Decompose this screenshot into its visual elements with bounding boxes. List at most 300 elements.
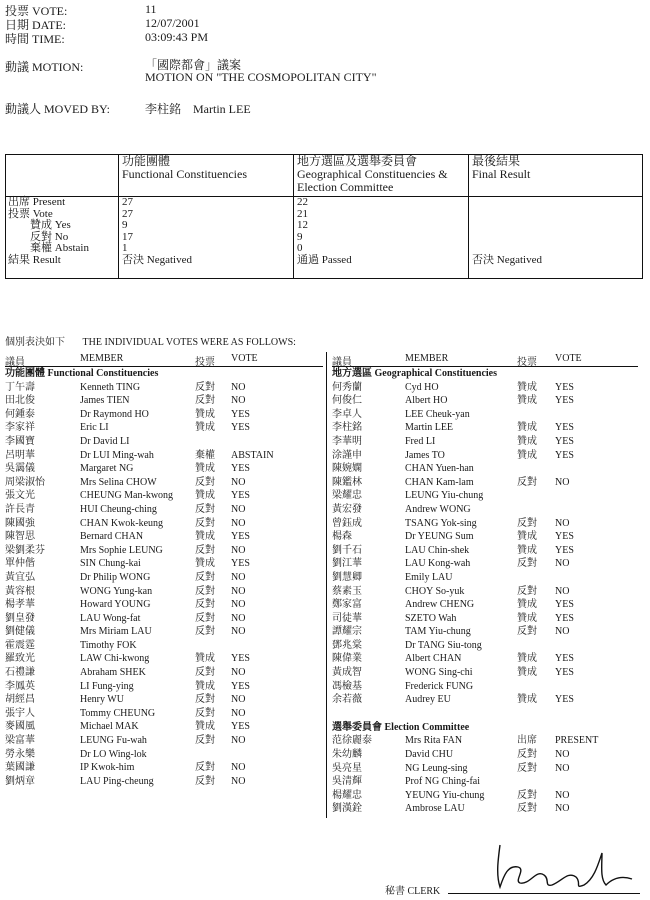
gc-result: 通過 Passed xyxy=(297,253,352,266)
vote-row xyxy=(332,625,642,639)
member-name-en: LAU Chin-shek xyxy=(405,544,470,556)
vote-zh: 贊成 xyxy=(517,395,537,407)
member-name-en: Howard YOUNG xyxy=(80,599,151,611)
member-name-en: HUI Cheung-ching xyxy=(80,503,157,515)
motion-label: 動議 MOTION: xyxy=(5,60,84,74)
member-name-en: CHEUNG Man-kwong xyxy=(80,490,174,502)
vote-en: YES xyxy=(555,435,574,447)
vote-zh: 贊成 xyxy=(195,463,215,475)
member-name-en: TAM Yiu-chung xyxy=(405,626,471,638)
member-name-zh: 梁富華 xyxy=(5,735,35,747)
final-values xyxy=(469,197,643,279)
motion-title-zh: 「國際都會」議案 xyxy=(145,58,242,72)
vote-row xyxy=(332,585,642,599)
vote-row xyxy=(5,544,323,558)
member-name-zh: 陳鑑林 xyxy=(332,476,362,488)
member-name-zh: 李卓人 xyxy=(332,408,362,420)
member-name-zh: 范徐麗泰 xyxy=(332,735,372,747)
vote-zh: 反對 xyxy=(517,789,537,801)
vote-en: YES xyxy=(231,680,250,692)
vote-en: NO xyxy=(231,571,246,583)
vote-en: YES xyxy=(231,558,250,570)
final-header-en: Final Result xyxy=(472,167,531,181)
member-name-en: James TIEN xyxy=(80,395,130,407)
member-name-zh: 劉皇發 xyxy=(5,612,35,624)
vote-en: NO xyxy=(231,667,246,679)
member-name-en: Michael MAK xyxy=(80,721,139,733)
vote-zh: 贊成 xyxy=(517,694,537,706)
clerk-signature xyxy=(470,835,640,895)
clerk-signature-line xyxy=(448,893,640,894)
vote-row xyxy=(332,571,642,585)
member-name-en: CHAN Yuen-han xyxy=(405,463,474,475)
member-name-en: LEUNG Fu-wah xyxy=(80,735,147,747)
member-name-zh: 梁耀忠 xyxy=(332,490,362,502)
vote-row xyxy=(5,775,323,789)
fc-values xyxy=(119,197,294,279)
member-name-zh: 單仲偕 xyxy=(5,558,35,570)
member-name-zh: 劉慧卿 xyxy=(332,571,362,583)
member-name-zh: 李家祥 xyxy=(5,422,35,434)
member-name-en: CHOY So-yuk xyxy=(405,585,465,597)
vote-zh: 贊成 xyxy=(517,422,537,434)
member-name-zh: 李柱銘 xyxy=(332,422,362,434)
member-name-zh: 胡經昌 xyxy=(5,694,35,706)
member-name-en: LAU Wong-fat xyxy=(80,612,141,624)
right-vote-list xyxy=(332,367,642,816)
vote-row xyxy=(332,612,642,626)
vote-row xyxy=(5,462,323,476)
member-name-en: Frederick FUNG xyxy=(405,680,474,692)
ec-section-title: 選舉委員會 Election Committee xyxy=(332,721,470,733)
member-name-zh: 余若薇 xyxy=(332,694,362,706)
row-label-abstain: 棄權 Abstain xyxy=(30,242,89,255)
vote-zh: 反對 xyxy=(195,694,215,706)
member-name-zh: 朱幼麟 xyxy=(332,749,362,761)
member-name-en: Albert HO xyxy=(405,395,448,407)
member-name-zh: 何秀蘭 xyxy=(332,381,362,393)
member-name-zh: 黃宏發 xyxy=(332,503,362,515)
vote-row xyxy=(332,381,642,395)
member-name-en: Ambrose LAU xyxy=(405,803,465,815)
vote-zh: 贊成 xyxy=(195,408,215,420)
vote-zh: 贊成 xyxy=(517,449,537,461)
member-name-en: LEE Cheuk-yan xyxy=(405,408,470,420)
vote-row xyxy=(332,462,642,476)
member-name-en: Dr LO Wing-lok xyxy=(80,748,147,760)
vote-row xyxy=(5,585,323,599)
member-name-zh: 梁劉柔芬 xyxy=(5,544,45,556)
gc-abstain: 0 xyxy=(297,242,303,255)
member-name-zh: 石禮謙 xyxy=(5,667,35,679)
member-name-zh: 鄭家富 xyxy=(332,599,362,611)
member-name-zh: 張宇人 xyxy=(5,707,35,719)
gc-header-en: Geographical Constituencies & xyxy=(297,167,448,181)
right-header-member-en: MEMBER xyxy=(405,353,449,364)
vote-zh: 反對 xyxy=(517,803,537,815)
vote-zh: 棄權 xyxy=(195,449,215,461)
member-name-zh: 陳婉嫻 xyxy=(332,463,362,475)
fc-yes: 9 xyxy=(122,219,128,232)
member-name-en: LI Fung-ying xyxy=(80,680,134,692)
vote-en: NO xyxy=(231,775,246,787)
member-name-en: NG Leung-sing xyxy=(405,762,468,774)
fc-section-title: 功能團體 Functional Constituencies xyxy=(5,368,159,379)
member-name-zh: 曾鈺成 xyxy=(332,517,362,529)
column-divider xyxy=(326,352,327,818)
vote-en: YES xyxy=(555,667,574,679)
date-label: 日期 DATE: xyxy=(5,18,66,32)
member-name-zh: 李華明 xyxy=(332,435,362,447)
vote-zh: 贊成 xyxy=(195,422,215,434)
member-name-zh: 陳智思 xyxy=(5,531,35,543)
vote-row xyxy=(332,680,642,694)
vote-zh: 反對 xyxy=(517,476,537,488)
vote-row xyxy=(332,557,642,571)
member-name-en: Mrs Sophie LEUNG xyxy=(80,544,163,556)
member-name-zh: 羅致光 xyxy=(5,653,35,665)
final-result: 否決 Negatived xyxy=(472,253,542,266)
member-name-en: IP Kwok-him xyxy=(80,762,135,774)
vote-en: NO xyxy=(231,599,246,611)
member-name-zh: 蔡素玉 xyxy=(332,585,362,597)
member-name-zh: 李鳳英 xyxy=(5,680,35,692)
vote-row xyxy=(332,530,642,544)
vote-row xyxy=(5,720,323,734)
member-name-en: David CHU xyxy=(405,749,454,761)
vote-row xyxy=(332,693,642,707)
vote-en: YES xyxy=(231,463,250,475)
fc-abstain: 1 xyxy=(122,242,128,255)
member-name-zh: 涂謹申 xyxy=(332,449,362,461)
member-name-en: Eric LI xyxy=(80,422,109,434)
member-name-zh: 陳國強 xyxy=(5,517,35,529)
fc-result: 否決 Negatived xyxy=(122,253,192,266)
vote-row xyxy=(332,666,642,680)
member-name-en: Abraham SHEK xyxy=(80,667,146,679)
vote-zh: 贊成 xyxy=(195,490,215,502)
member-name-zh: 何俊仁 xyxy=(332,395,362,407)
vote-row xyxy=(5,734,323,748)
vote-row xyxy=(332,762,642,776)
vote-en: YES xyxy=(231,531,250,543)
vote-row xyxy=(332,449,642,463)
vote-row xyxy=(332,598,642,612)
vote-zh: 反對 xyxy=(195,707,215,719)
vote-zh: 贊成 xyxy=(195,558,215,570)
vote-row xyxy=(332,544,642,558)
gc-header-zh: 地方選區及選舉委員會 xyxy=(297,154,418,168)
vote-en: YES xyxy=(231,408,250,420)
vote-en: NO xyxy=(231,694,246,706)
vote-row xyxy=(5,693,323,707)
vote-row xyxy=(332,435,642,449)
member-name-en: Emily LAU xyxy=(405,571,453,583)
vote-en: NO xyxy=(231,476,246,488)
vote-row xyxy=(5,408,323,422)
gc-values xyxy=(294,197,469,279)
final-column-header xyxy=(469,155,643,197)
member-name-zh: 呂明華 xyxy=(5,449,35,461)
vote-zh: 反對 xyxy=(195,585,215,597)
vote-row xyxy=(332,408,642,422)
member-name-zh: 譚耀宗 xyxy=(332,626,362,638)
gc-section-title: 地方選區 Geographical Constituencies xyxy=(332,368,497,379)
right-header-member-zh: 議員 xyxy=(332,357,352,368)
vote-zh: 贊成 xyxy=(517,435,537,447)
moved-by-value: 李柱銘 Martin LEE xyxy=(145,102,251,116)
vote-row xyxy=(332,734,642,748)
gc-no: 9 xyxy=(297,230,303,243)
vote-en: NO xyxy=(231,735,246,747)
vote-en: YES xyxy=(555,544,574,556)
row-label-vote: 投票 Vote xyxy=(8,207,53,220)
member-name-en: Dr David LI xyxy=(80,435,130,447)
member-name-en: Albert CHAN xyxy=(405,653,462,665)
vote-en: NO xyxy=(555,762,570,774)
member-name-zh: 田北俊 xyxy=(5,395,35,407)
vote-row xyxy=(5,489,323,503)
right-header-vote-en: VOTE xyxy=(555,353,582,364)
vote-en: YES xyxy=(555,531,574,543)
member-name-en: Andrew WONG xyxy=(405,503,471,515)
vote-row xyxy=(5,639,323,653)
member-name-en: LAU Ping-cheung xyxy=(80,775,154,787)
moved-by-label: 動議人 MOVED BY: xyxy=(5,102,110,116)
vote-row xyxy=(5,761,323,775)
member-name-en: Tommy CHEUNG xyxy=(80,707,156,719)
vote-zh: 反對 xyxy=(517,558,537,570)
member-name-zh: 吳清輝 xyxy=(332,776,362,788)
votes-intro: 個別表決如下 THE INDIVIDUAL VOTES WERE AS FOLLOWS: xyxy=(5,337,296,348)
vote-row xyxy=(5,612,323,626)
vote-zh: 贊成 xyxy=(195,653,215,665)
vote-en: YES xyxy=(555,599,574,611)
member-name-en: LAW Chi-kwong xyxy=(80,653,150,665)
vote-en: NO xyxy=(231,612,246,624)
member-name-en: Henry WU xyxy=(80,694,124,706)
clerk-label: 秘書 CLERK xyxy=(385,886,441,897)
vote-zh: 反對 xyxy=(195,599,215,611)
vote-zh: 反對 xyxy=(195,667,215,679)
member-name-zh: 劉健儀 xyxy=(5,626,35,638)
member-name-zh: 楊孝華 xyxy=(5,599,35,611)
member-name-en: WONG Yung-kan xyxy=(80,585,153,597)
member-name-zh: 楊耀忠 xyxy=(332,789,362,801)
member-name-en: SZETO Wah xyxy=(405,612,457,624)
vote-row xyxy=(332,652,642,666)
vote-en: YES xyxy=(555,653,574,665)
vote-en: NO xyxy=(231,762,246,774)
vote-en: NO xyxy=(555,585,570,597)
fc-present: 27 xyxy=(122,196,133,208)
vote-en: NO xyxy=(555,803,570,815)
vote-row xyxy=(5,381,323,395)
member-name-zh: 劉江華 xyxy=(332,558,362,570)
fc-header-zh: 功能團體 xyxy=(122,154,171,168)
member-name-en: Dr LUI Ming-wah xyxy=(80,449,154,461)
left-header-vote-en: VOTE xyxy=(231,353,258,364)
vote-en: NO xyxy=(231,517,246,529)
vote-en: YES xyxy=(231,490,250,502)
member-name-zh: 張文光 xyxy=(5,490,35,502)
left-header-vote-zh: 投票 xyxy=(195,357,215,368)
vote-en: NO xyxy=(231,707,246,719)
vote-row xyxy=(332,503,642,517)
member-name-en: Fred LI xyxy=(405,435,436,447)
vote-en: NO xyxy=(555,749,570,761)
vote-row xyxy=(5,503,323,517)
member-name-zh: 鄧兆棠 xyxy=(332,639,362,651)
gc-present: 22 xyxy=(297,196,308,208)
vote-en: YES xyxy=(555,612,574,624)
member-name-en: LAU Kong-wah xyxy=(405,558,471,570)
member-name-zh: 馮檢基 xyxy=(332,680,362,692)
right-header-vote-zh: 投票 xyxy=(517,357,537,368)
member-name-en: Margaret NG xyxy=(80,463,134,475)
time-value: 03:09:43 PM xyxy=(145,30,209,44)
vote-number: 11 xyxy=(145,2,157,16)
vote-zh: 贊成 xyxy=(195,531,215,543)
row-label-present: 出席 Present xyxy=(8,196,66,208)
vote-zh: 反對 xyxy=(195,544,215,556)
member-name-en: Mrs Miriam LAU xyxy=(80,626,152,638)
vote-en: NO xyxy=(555,476,570,488)
vote-zh: 反對 xyxy=(195,517,215,529)
vote-en: NO xyxy=(231,395,246,407)
vote-en: YES xyxy=(555,395,574,407)
vote-row xyxy=(5,652,323,666)
member-name-en: TSANG Yok-sing xyxy=(405,517,477,529)
member-name-zh: 何鍾泰 xyxy=(5,408,35,420)
vote-row xyxy=(5,435,323,449)
vote-row xyxy=(332,421,642,435)
gc-vote: 21 xyxy=(297,207,308,220)
vote-en: PRESENT xyxy=(555,735,599,747)
left-vote-list xyxy=(5,367,323,788)
vote-en: YES xyxy=(555,422,574,434)
vote-zh: 贊成 xyxy=(517,531,537,543)
vote-row xyxy=(5,598,323,612)
member-name-en: LEUNG Yiu-chung xyxy=(405,490,484,502)
member-name-en: Bernard CHAN xyxy=(80,531,144,543)
member-name-zh: 勞永樂 xyxy=(5,748,35,760)
gc-yes: 12 xyxy=(297,219,308,232)
time-label: 時間 TIME: xyxy=(5,32,65,46)
motion-title-en: MOTION ON "THE COSMOPOLITAN CITY" xyxy=(145,70,377,84)
vote-en: NO xyxy=(555,789,570,801)
member-name-zh: 黃宜弘 xyxy=(5,571,35,583)
member-name-zh: 黃容根 xyxy=(5,585,35,597)
member-name-zh: 陳偉業 xyxy=(332,653,362,665)
vote-zh: 反對 xyxy=(517,626,537,638)
vote-zh: 反對 xyxy=(517,762,537,774)
member-name-zh: 李國寶 xyxy=(5,435,35,447)
vote-zh: 出席 xyxy=(517,735,537,747)
vote-label: 投票 VOTE: xyxy=(5,4,68,18)
vote-en: NO xyxy=(231,585,246,597)
member-name-en: Mrs Rita FAN xyxy=(405,735,463,747)
vote-row xyxy=(332,476,642,490)
vote-en: YES xyxy=(555,381,574,393)
member-name-zh: 劉漢銓 xyxy=(332,803,362,815)
member-name-zh: 丁午壽 xyxy=(5,381,35,393)
vote-row xyxy=(332,489,642,503)
member-name-en: Timothy FOK xyxy=(80,639,137,651)
vote-en: NO xyxy=(555,626,570,638)
member-name-zh: 許長青 xyxy=(5,503,35,515)
member-name-zh: 霍震霆 xyxy=(5,639,35,651)
vote-en: NO xyxy=(555,558,570,570)
member-name-en: Martin LEE xyxy=(405,422,454,434)
vote-zh: 贊成 xyxy=(517,612,537,624)
vote-row xyxy=(5,557,323,571)
vote-row xyxy=(5,680,323,694)
vote-row xyxy=(5,571,323,585)
vote-zh: 反對 xyxy=(195,626,215,638)
summary-table xyxy=(5,154,643,279)
vote-en: YES xyxy=(231,653,250,665)
member-name-zh: 楊森 xyxy=(332,531,352,543)
row-label-yes: 贊成 Yes xyxy=(30,219,71,232)
vote-zh: 反對 xyxy=(195,775,215,787)
gc-header-en2: Election Committee xyxy=(297,180,394,194)
vote-en: YES xyxy=(231,422,250,434)
fc-vote: 27 xyxy=(122,207,133,220)
gc-column-header xyxy=(294,155,469,197)
vote-en: YES xyxy=(231,721,250,733)
vote-zh: 反對 xyxy=(195,503,215,515)
vote-row xyxy=(5,748,323,762)
member-name-en: Cyd HO xyxy=(405,381,439,393)
member-name-en: Andrew CHENG xyxy=(405,599,475,611)
left-header-member-en: MEMBER xyxy=(80,353,124,364)
member-name-en: Mrs Selina CHOW xyxy=(80,476,157,488)
member-name-en: James TO xyxy=(405,449,445,461)
vote-row xyxy=(332,639,642,653)
vote-row xyxy=(332,748,642,762)
vote-row xyxy=(332,517,642,531)
vote-zh: 反對 xyxy=(195,395,215,407)
vote-zh: 贊成 xyxy=(517,544,537,556)
vote-zh: 反對 xyxy=(195,612,215,624)
vote-zh: 贊成 xyxy=(517,599,537,611)
member-name-zh: 葉國謙 xyxy=(5,762,35,774)
member-name-zh: 劉炳章 xyxy=(5,775,35,787)
member-name-en: Prof NG Ching-fai xyxy=(405,776,480,788)
member-name-zh: 吳靄儀 xyxy=(5,463,35,475)
vote-zh: 反對 xyxy=(195,381,215,393)
vote-zh: 贊成 xyxy=(195,680,215,692)
member-name-zh: 吳亮星 xyxy=(332,762,362,774)
row-label-no: 反對 No xyxy=(30,230,69,243)
member-name-zh: 劉千石 xyxy=(332,544,362,556)
member-name-en: Kenneth TING xyxy=(80,381,141,393)
member-name-en: CHAN Kam-lam xyxy=(405,476,474,488)
vote-zh: 反對 xyxy=(517,585,537,597)
row-label-result: 結果 Result xyxy=(8,253,61,266)
vote-en: YES xyxy=(555,694,574,706)
member-name-en: Dr Philip WONG xyxy=(80,571,151,583)
final-header-zh: 最後結果 xyxy=(472,154,521,168)
member-name-en: Audrey EU xyxy=(405,694,451,706)
vote-row xyxy=(5,530,323,544)
vote-zh: 反對 xyxy=(195,571,215,583)
vote-row xyxy=(332,394,642,408)
summary-row-labels xyxy=(6,197,119,279)
vote-row xyxy=(5,449,323,463)
member-name-en: Dr TANG Siu-tong xyxy=(405,639,482,651)
